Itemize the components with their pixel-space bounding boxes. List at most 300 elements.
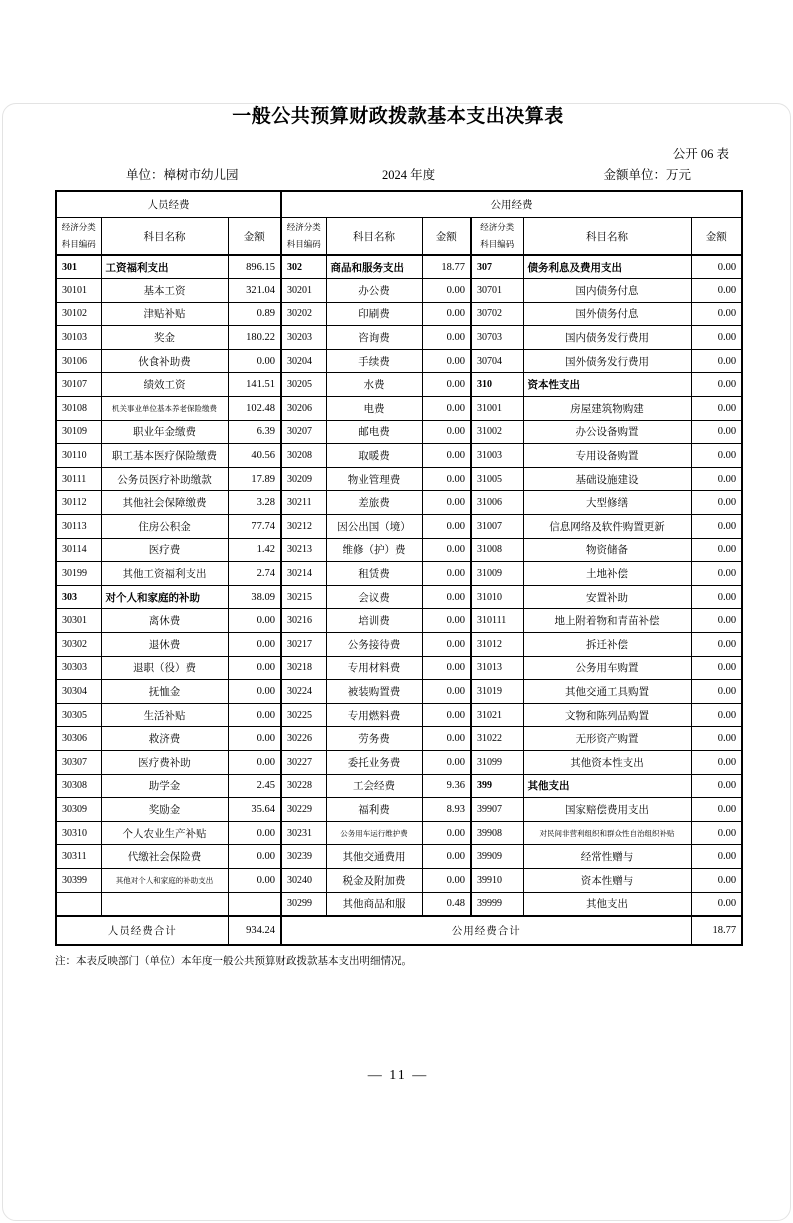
subject-name-cell: 机关事业单位基本养老保险缴费 <box>101 397 228 421</box>
subject-name-cell: 拆迁补偿 <box>523 633 691 657</box>
amount-cell: 0.00 <box>691 279 742 303</box>
code-cell: 30218 <box>281 656 326 680</box>
amount-cell: 0.00 <box>228 703 281 727</box>
amount-cell: 180.22 <box>228 326 281 350</box>
code-cell: 30201 <box>281 279 326 303</box>
subject-name-cell: 租赁费 <box>326 562 422 586</box>
subject-name-cell: 地上附着物和青苗补偿 <box>523 609 691 633</box>
table-row <box>56 892 742 916</box>
code-cell: 30217 <box>281 633 326 657</box>
code-cell: 303 <box>56 585 101 609</box>
amount-cell: 17.89 <box>228 467 281 491</box>
amount-cell: 0.00 <box>228 727 281 751</box>
subject-name-cell: 福利费 <box>326 798 422 822</box>
table-row <box>56 727 742 751</box>
table-row <box>56 868 742 892</box>
code-cell: 30113 <box>56 515 101 539</box>
table-row <box>56 562 742 586</box>
amount-cell: 35.64 <box>228 798 281 822</box>
code-header-line2: 科目编码 <box>286 238 321 249</box>
code-cell: 31008 <box>471 538 523 562</box>
code-cell: 30301 <box>56 609 101 633</box>
subject-name-cell: 物业管理费 <box>326 467 422 491</box>
amount-cell: 0.00 <box>691 845 742 869</box>
code-cell: 30111 <box>56 467 101 491</box>
public-total-label: 公用经费合计 <box>281 916 691 945</box>
code-cell: 30203 <box>281 326 326 350</box>
code-cell: 30229 <box>281 798 326 822</box>
amount-cell: 0.00 <box>691 774 742 798</box>
table-row <box>56 397 742 421</box>
subject-name-cell: 公务接待费 <box>326 633 422 657</box>
code-cell: 301 <box>56 255 101 279</box>
code-cell: 30399 <box>56 868 101 892</box>
subject-name-cell: 会议费 <box>326 585 422 609</box>
amount-cell: 0.00 <box>422 633 471 657</box>
subject-name-cell: 个人农业生产补贴 <box>101 821 228 845</box>
code-cell: 30108 <box>56 397 101 421</box>
subject-name-cell: 工会经费 <box>326 774 422 798</box>
amount-cell: 0.00 <box>422 845 471 869</box>
code-cell: 31021 <box>471 703 523 727</box>
public-total-value: 18.77 <box>691 916 742 945</box>
subject-name-cell: 国外债务发行费用 <box>523 349 691 373</box>
subject-name-cell: 无形资产购置 <box>523 727 691 751</box>
subject-name-cell: 生活补贴 <box>101 703 228 727</box>
subject-name-cell: 办公费 <box>326 279 422 303</box>
subject-name-cell: 税金及附加费 <box>326 868 422 892</box>
code-cell: 30299 <box>281 892 326 916</box>
amount-cell: 141.51 <box>228 373 281 397</box>
amount-cell: 0.00 <box>422 349 471 373</box>
subject-name-cell: 专用设备购置 <box>523 444 691 468</box>
amount-cell: 0.00 <box>422 515 471 539</box>
code-cell: 30309 <box>56 798 101 822</box>
subject-name-cell: 因公出国（境） <box>326 515 422 539</box>
amount-cell: 0.00 <box>422 302 471 326</box>
amount-cell: 321.04 <box>228 279 281 303</box>
amount-cell: 0.00 <box>691 538 742 562</box>
code-cell: 30206 <box>281 397 326 421</box>
code-cell: 30702 <box>471 302 523 326</box>
subject-name-cell: 抚恤金 <box>101 680 228 704</box>
amount-cell: 0.00 <box>691 750 742 774</box>
code-cell: 39910 <box>471 868 523 892</box>
amount-cell: 0.00 <box>228 349 281 373</box>
amount-header: 金额 <box>422 218 471 256</box>
subject-name-cell: 对民间非营利组织和群众性自治组织补贴 <box>523 821 691 845</box>
amount-cell: 0.00 <box>691 798 742 822</box>
subject-name-cell: 邮电费 <box>326 420 422 444</box>
amount-cell: 0.00 <box>691 420 742 444</box>
code-cell <box>56 892 101 916</box>
amount-cell: 0.00 <box>228 656 281 680</box>
code-cell: 30204 <box>281 349 326 373</box>
amount-cell: 0.00 <box>422 397 471 421</box>
code-cell: 31012 <box>471 633 523 657</box>
amount-cell: 2.45 <box>228 774 281 798</box>
table-meta-row <box>55 165 741 183</box>
code-cell: 30212 <box>281 515 326 539</box>
table-row <box>56 585 742 609</box>
subject-name-header: 科目名称 <box>326 218 422 256</box>
subject-name-cell: 其他对个人和家庭的补助支出 <box>101 868 228 892</box>
table-row <box>56 750 742 774</box>
subject-name-cell: 差旅费 <box>326 491 422 515</box>
code-cell: 31010 <box>471 585 523 609</box>
subject-name-cell: 资本性支出 <box>523 373 691 397</box>
subject-name-cell: 退休费 <box>101 633 228 657</box>
amount-cell: 0.00 <box>422 821 471 845</box>
code-header-line2: 科目编码 <box>61 238 96 249</box>
subject-name-cell: 其他商品和服 <box>326 892 422 916</box>
subject-name-cell: 办公设备购置 <box>523 420 691 444</box>
code-cell: 30701 <box>471 279 523 303</box>
table-row <box>56 515 742 539</box>
amount-cell: 0.00 <box>422 373 471 397</box>
amount-cell: 0.00 <box>691 656 742 680</box>
code-cell: 30703 <box>471 326 523 350</box>
table-row <box>56 255 742 279</box>
subject-name-cell: 住房公积金 <box>101 515 228 539</box>
subject-name-cell: 医疗费补助 <box>101 750 228 774</box>
subject-name-cell: 公务用车购置 <box>523 656 691 680</box>
amount-cell: 0.00 <box>422 279 471 303</box>
code-cell: 30102 <box>56 302 101 326</box>
code-cell: 31006 <box>471 491 523 515</box>
subject-name-cell: 退职（役）费 <box>101 656 228 680</box>
subject-name-cell: 离休费 <box>101 609 228 633</box>
code-cell: 31013 <box>471 656 523 680</box>
code-cell: 30226 <box>281 727 326 751</box>
amount-cell: 0.00 <box>422 491 471 515</box>
amount-cell: 0.00 <box>691 515 742 539</box>
table-row <box>56 821 742 845</box>
code-cell: 310 <box>471 373 523 397</box>
code-cell: 30305 <box>56 703 101 727</box>
code-cell: 30103 <box>56 326 101 350</box>
code-cell: 399 <box>471 774 523 798</box>
amount-cell: 0.00 <box>691 467 742 491</box>
table-row <box>56 326 742 350</box>
amount-cell: 0.00 <box>422 750 471 774</box>
subject-name-cell: 劳务费 <box>326 727 422 751</box>
code-cell: 30205 <box>281 373 326 397</box>
table-row <box>56 609 742 633</box>
amount-cell: 77.74 <box>228 515 281 539</box>
code-cell: 31003 <box>471 444 523 468</box>
table-row <box>56 798 742 822</box>
code-cell: 30311 <box>56 845 101 869</box>
table-code-label: 公开 06 表 <box>672 147 729 161</box>
unit-label: 单位：樟树市幼儿园 <box>126 168 239 182</box>
subject-name-cell: 医疗费 <box>101 538 228 562</box>
subject-name-cell: 委托业务费 <box>326 750 422 774</box>
subject-name-cell: 债务利息及费用支出 <box>523 255 691 279</box>
amount-cell: 0.00 <box>422 703 471 727</box>
subject-name-cell: 信息网络及软件购置更新 <box>523 515 691 539</box>
table-row <box>56 538 742 562</box>
amount-cell: 0.00 <box>691 727 742 751</box>
subject-name-cell: 国家赔偿费用支出 <box>523 798 691 822</box>
code-header <box>471 218 523 256</box>
subject-name-cell: 职业年金缴费 <box>101 420 228 444</box>
amount-cell: 0.00 <box>691 302 742 326</box>
subject-name-cell: 其他支出 <box>523 774 691 798</box>
subject-name-cell <box>101 892 228 916</box>
subject-name-cell: 其他资本性支出 <box>523 750 691 774</box>
subject-name-cell: 其他交通费用 <box>326 845 422 869</box>
amount-cell: 38.09 <box>228 585 281 609</box>
personnel-total-label: 人员经费合计 <box>56 916 228 945</box>
amount-cell: 0.00 <box>422 656 471 680</box>
amount-cell: 0.00 <box>228 868 281 892</box>
table-row <box>56 656 742 680</box>
subject-name-cell: 资本性赠与 <box>523 868 691 892</box>
amount-cell: 0.00 <box>422 326 471 350</box>
code-cell: 31019 <box>471 680 523 704</box>
code-cell: 30302 <box>56 633 101 657</box>
code-cell: 31009 <box>471 562 523 586</box>
subject-name-cell: 对个人和家庭的补助 <box>101 585 228 609</box>
subject-name-cell: 国外债务付息 <box>523 302 691 326</box>
amount-cell: 0.00 <box>228 750 281 774</box>
subject-name-cell: 被装购置费 <box>326 680 422 704</box>
amount-cell: 0.00 <box>691 255 742 279</box>
document-page <box>0 101 793 1084</box>
column-header-row <box>56 218 742 256</box>
subject-name-cell: 基础设施建设 <box>523 467 691 491</box>
amount-cell: 102.48 <box>228 397 281 421</box>
expenditure-table <box>55 190 743 946</box>
code-cell: 30307 <box>56 750 101 774</box>
subject-name-cell: 国内债务付息 <box>523 279 691 303</box>
amount-cell: 0.00 <box>228 609 281 633</box>
code-cell: 39909 <box>471 845 523 869</box>
amount-cell: 0.00 <box>691 892 742 916</box>
code-cell: 30225 <box>281 703 326 727</box>
subject-name-cell: 公务用车运行维护费 <box>326 821 422 845</box>
subject-name-cell: 专用燃料费 <box>326 703 422 727</box>
code-header-line1: 经济分类 <box>286 222 321 233</box>
subject-name-cell: 其他工资福利支出 <box>101 562 228 586</box>
table-body <box>56 255 742 916</box>
code-header <box>281 218 326 256</box>
amount-cell: 40.56 <box>228 444 281 468</box>
amount-cell: 0.00 <box>691 585 742 609</box>
amount-cell: 8.93 <box>422 798 471 822</box>
amount-cell: 0.00 <box>422 562 471 586</box>
code-cell: 30310 <box>56 821 101 845</box>
code-cell: 30224 <box>281 680 326 704</box>
code-cell: 30214 <box>281 562 326 586</box>
amount-cell <box>228 892 281 916</box>
code-cell: 30306 <box>56 727 101 751</box>
code-header-line2: 科目编码 <box>480 238 515 249</box>
amount-cell: 0.00 <box>228 633 281 657</box>
table-row <box>56 680 742 704</box>
amount-cell: 0.00 <box>691 680 742 704</box>
amount-cell: 0.00 <box>691 609 742 633</box>
amount-cell: 0.00 <box>422 538 471 562</box>
amount-cell: 0.00 <box>691 326 742 350</box>
group-header-personnel: 人员经费 <box>56 191 281 218</box>
table-row <box>56 302 742 326</box>
subject-name-cell: 经常性赠与 <box>523 845 691 869</box>
amount-cell: 0.00 <box>691 444 742 468</box>
subject-name-cell: 手续费 <box>326 349 422 373</box>
subject-name-cell: 公务员医疗补助缴款 <box>101 467 228 491</box>
subject-name-cell: 奖励金 <box>101 798 228 822</box>
code-cell: 30107 <box>56 373 101 397</box>
table-row <box>56 279 742 303</box>
subject-name-cell: 奖金 <box>101 326 228 350</box>
subject-name-cell: 津贴补贴 <box>101 302 228 326</box>
amount-cell: 0.00 <box>228 821 281 845</box>
subject-name-cell: 安置补助 <box>523 585 691 609</box>
amount-header: 金额 <box>691 218 742 256</box>
subject-name-header: 科目名称 <box>101 218 228 256</box>
code-cell: 30228 <box>281 774 326 798</box>
table-note: 注：本表反映部门（单位）本年度一般公共预算财政拨款基本支出明细情况。 <box>55 955 412 967</box>
amount-unit-label: 金额单位：万元 <box>603 168 692 182</box>
subject-name-cell: 商品和服务支出 <box>326 255 422 279</box>
amount-cell: 0.00 <box>691 349 742 373</box>
table-row <box>56 467 742 491</box>
subject-name-cell: 绩效工资 <box>101 373 228 397</box>
subject-name-cell: 国内债务发行费用 <box>523 326 691 350</box>
code-cell: 30112 <box>56 491 101 515</box>
code-cell: 31001 <box>471 397 523 421</box>
group-header-public: 公用经费 <box>281 191 742 218</box>
table-row <box>56 349 742 373</box>
page-number: — 11 — <box>367 1067 429 1083</box>
personnel-total-value: 934.24 <box>228 916 281 945</box>
code-cell: 30109 <box>56 420 101 444</box>
subject-name-cell: 职工基本医疗保险缴费 <box>101 444 228 468</box>
code-cell: 30211 <box>281 491 326 515</box>
year-label: 2024 年度 <box>381 168 436 182</box>
subject-name-cell: 维修（护）费 <box>326 538 422 562</box>
table-row <box>56 774 742 798</box>
amount-cell: 0.00 <box>228 845 281 869</box>
subject-name-cell: 助学金 <box>101 774 228 798</box>
table-row <box>56 845 742 869</box>
code-cell: 30114 <box>56 538 101 562</box>
code-cell: 30207 <box>281 420 326 444</box>
amount-cell: 0.00 <box>422 444 471 468</box>
subject-name-cell: 电费 <box>326 397 422 421</box>
amount-cell: 0.00 <box>691 821 742 845</box>
amount-cell: 0.00 <box>228 680 281 704</box>
subject-name-cell: 取暖费 <box>326 444 422 468</box>
code-cell: 307 <box>471 255 523 279</box>
code-cell: 30106 <box>56 349 101 373</box>
code-cell: 302 <box>281 255 326 279</box>
code-cell: 30208 <box>281 444 326 468</box>
amount-cell: 0.00 <box>691 491 742 515</box>
subject-name-cell: 咨询费 <box>326 326 422 350</box>
amount-cell: 896.15 <box>228 255 281 279</box>
subject-name-cell: 印刷费 <box>326 302 422 326</box>
table-row <box>56 373 742 397</box>
subject-name-cell: 救济费 <box>101 727 228 751</box>
amount-cell: 0.00 <box>691 868 742 892</box>
subject-name-cell: 伙食补助费 <box>101 349 228 373</box>
table-row <box>56 420 742 444</box>
code-header-line1: 经济分类 <box>480 222 515 233</box>
code-cell: 30110 <box>56 444 101 468</box>
amount-cell: 0.00 <box>422 680 471 704</box>
code-cell: 30240 <box>281 868 326 892</box>
amount-cell: 0.00 <box>691 397 742 421</box>
code-cell: 30216 <box>281 609 326 633</box>
subject-name-cell: 物资储备 <box>523 538 691 562</box>
subject-name-header: 科目名称 <box>523 218 691 256</box>
code-cell: 31007 <box>471 515 523 539</box>
code-cell: 30303 <box>56 656 101 680</box>
code-cell: 31022 <box>471 727 523 751</box>
amount-cell: 0.00 <box>691 633 742 657</box>
code-header <box>56 218 101 256</box>
amount-cell: 0.89 <box>228 302 281 326</box>
code-cell: 30209 <box>281 467 326 491</box>
code-cell: 30227 <box>281 750 326 774</box>
subject-name-cell: 其他支出 <box>523 892 691 916</box>
amount-cell: 0.00 <box>422 467 471 491</box>
code-cell: 30215 <box>281 585 326 609</box>
amount-cell: 2.74 <box>228 562 281 586</box>
amount-cell: 0.00 <box>691 562 742 586</box>
amount-cell: 3.28 <box>228 491 281 515</box>
subject-name-cell: 土地补偿 <box>523 562 691 586</box>
subject-name-cell: 基本工资 <box>101 279 228 303</box>
subject-name-cell: 水费 <box>326 373 422 397</box>
amount-cell: 6.39 <box>228 420 281 444</box>
subject-name-cell: 其他社会保障缴费 <box>101 491 228 515</box>
code-cell: 30213 <box>281 538 326 562</box>
code-header-line1: 经济分类 <box>61 222 96 233</box>
subject-name-cell: 房屋建筑物购建 <box>523 397 691 421</box>
code-cell: 30199 <box>56 562 101 586</box>
amount-cell: 0.48 <box>422 892 471 916</box>
code-cell: 30202 <box>281 302 326 326</box>
subject-name-cell: 代缴社会保险费 <box>101 845 228 869</box>
amount-cell: 0.00 <box>422 585 471 609</box>
code-cell: 31099 <box>471 750 523 774</box>
subject-name-cell: 大型修缮 <box>523 491 691 515</box>
amount-cell: 0.00 <box>422 609 471 633</box>
subject-name-cell: 工资福利支出 <box>101 255 228 279</box>
group-header-row <box>56 191 742 218</box>
subject-name-cell: 文物和陈列品购置 <box>523 703 691 727</box>
subject-name-cell: 其他交通工具购置 <box>523 680 691 704</box>
code-cell: 30304 <box>56 680 101 704</box>
code-cell: 31002 <box>471 420 523 444</box>
code-cell: 30101 <box>56 279 101 303</box>
amount-cell: 0.00 <box>691 703 742 727</box>
code-cell: 30239 <box>281 845 326 869</box>
amount-cell: 0.00 <box>422 868 471 892</box>
subject-name-cell: 专用材料费 <box>326 656 422 680</box>
subject-name-cell: 培训费 <box>326 609 422 633</box>
page-title: 一般公共预算财政拨款基本支出决算表 <box>232 106 564 127</box>
code-cell: 39908 <box>471 821 523 845</box>
amount-cell: 18.77 <box>422 255 471 279</box>
code-cell: 30704 <box>471 349 523 373</box>
table-row <box>56 444 742 468</box>
amount-cell: 0.00 <box>422 727 471 751</box>
